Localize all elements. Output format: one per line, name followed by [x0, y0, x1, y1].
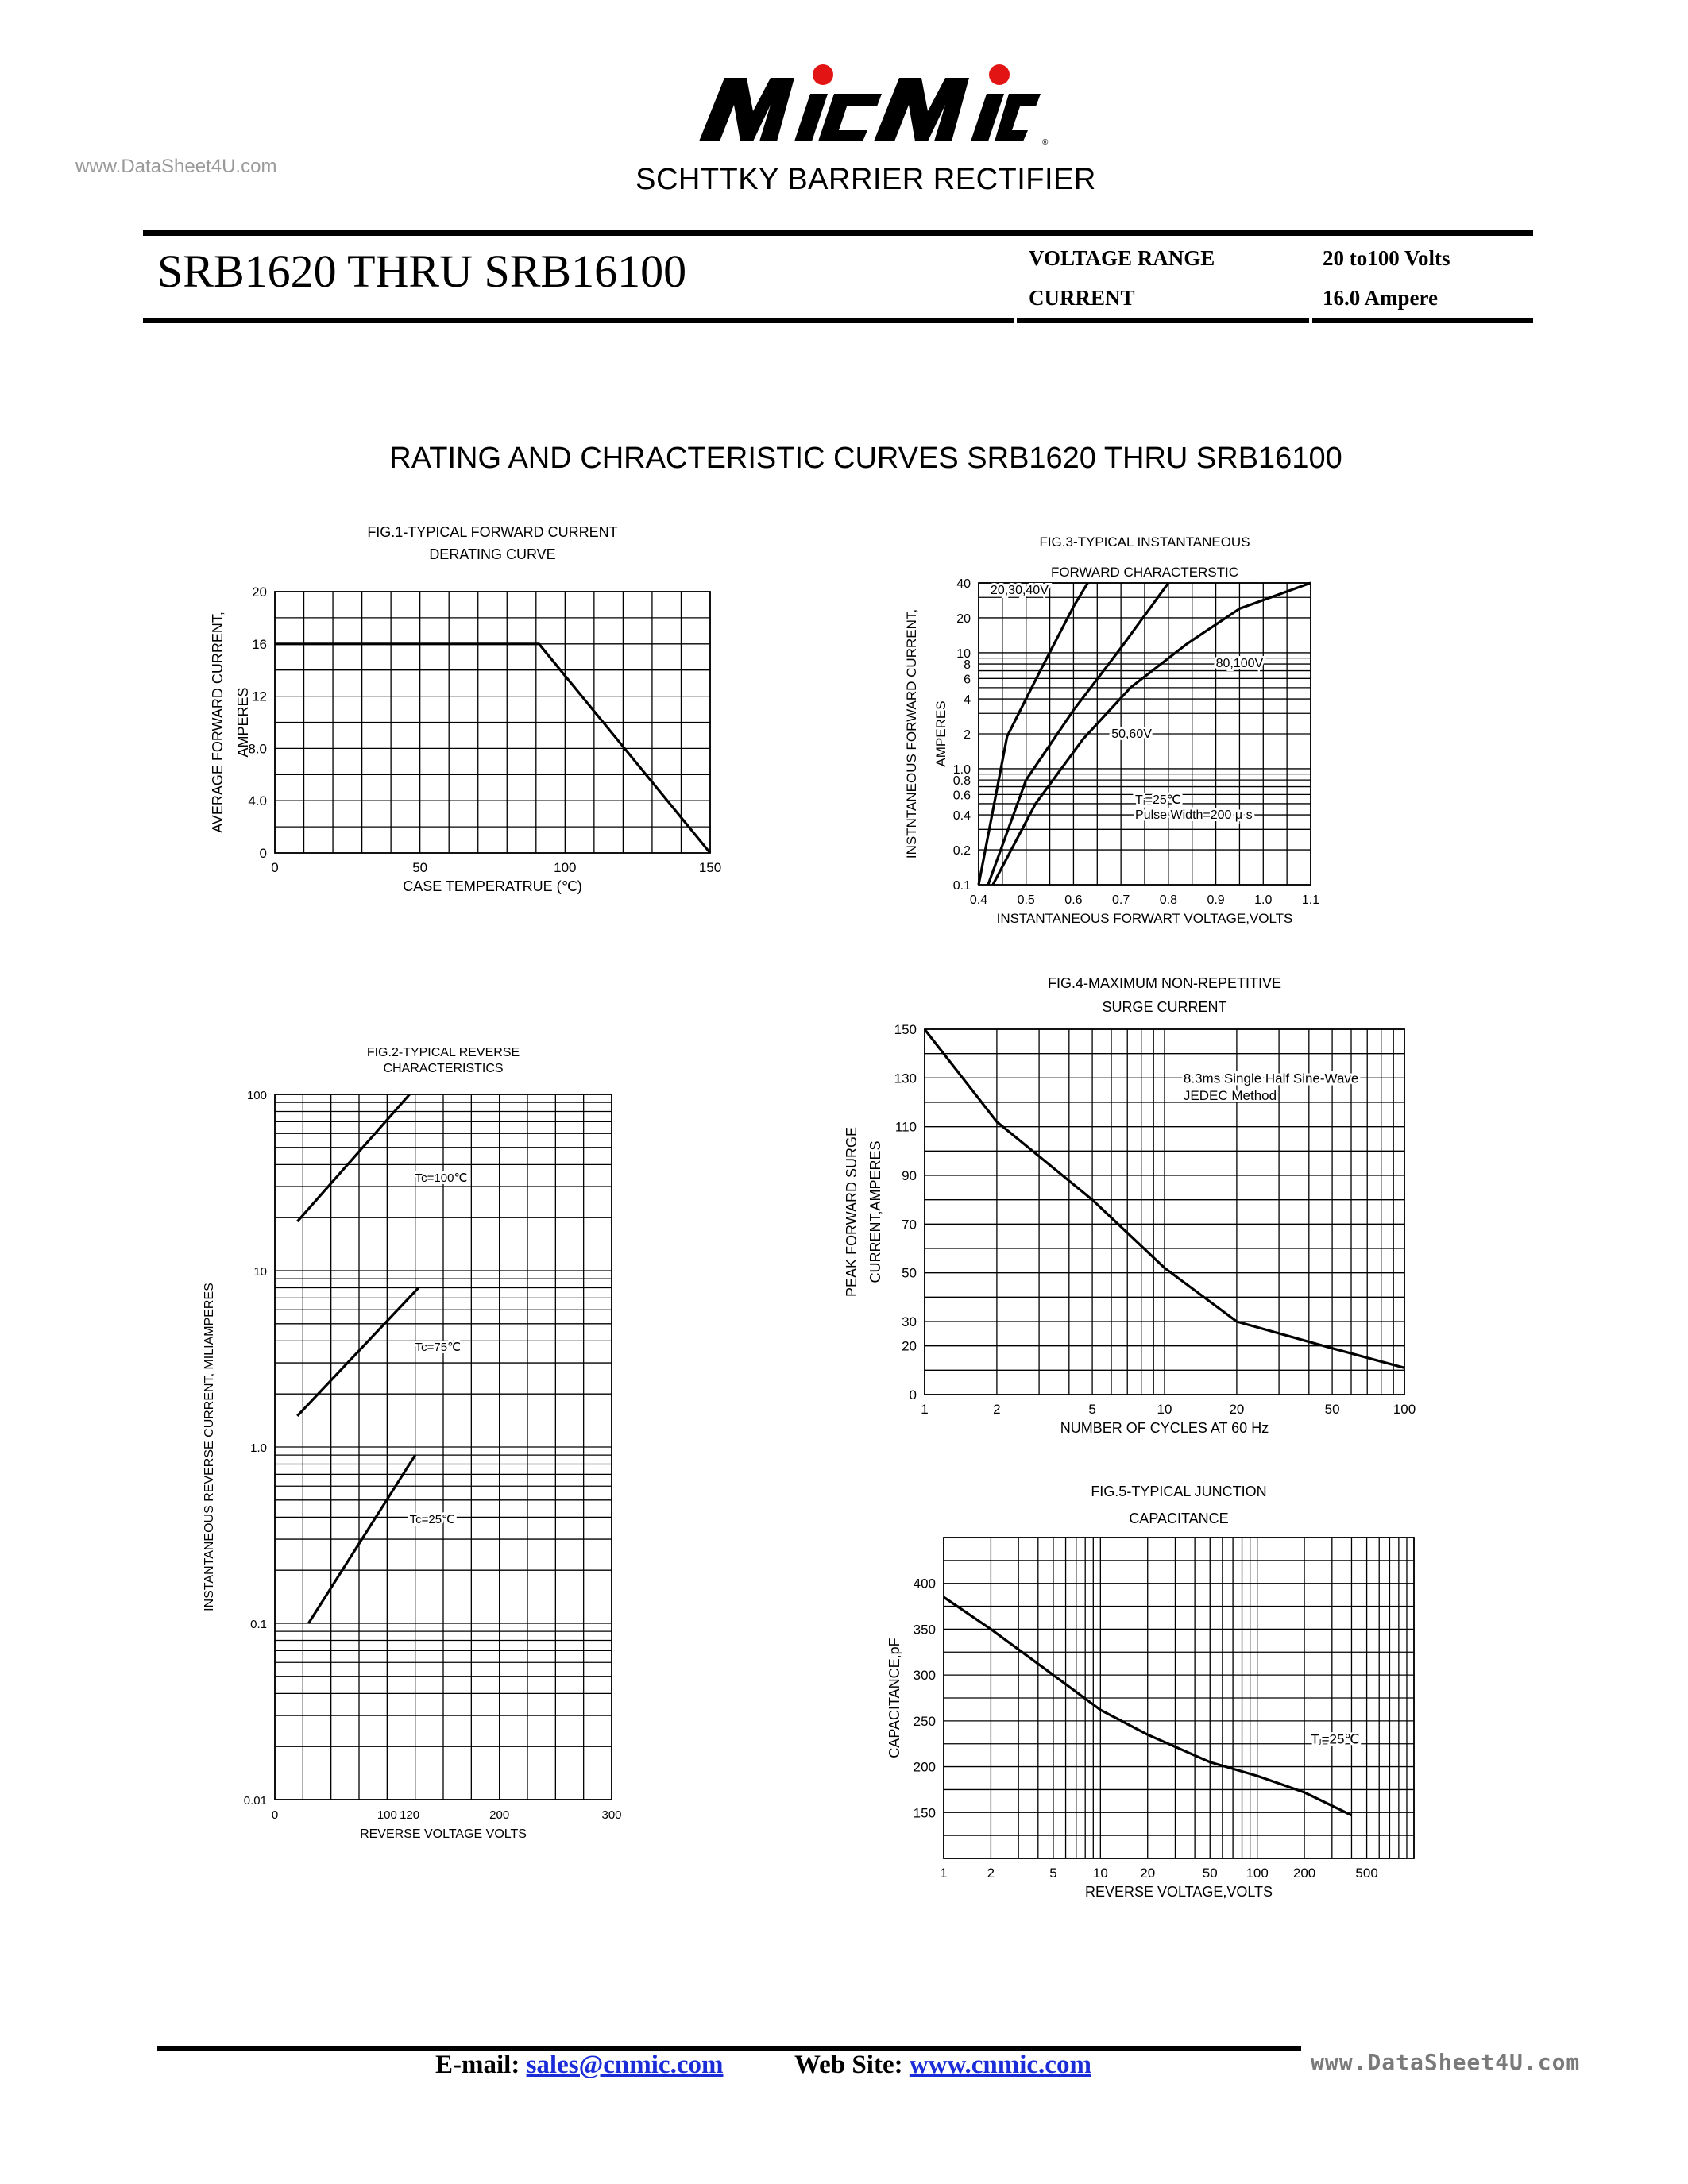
footer-rule	[157, 2046, 1301, 2051]
fig1-title-line: FIG.1-TYPICAL FORWARD CURRENT	[367, 524, 618, 540]
fig3-x-tick-label: 1.1	[1301, 893, 1320, 907]
footer-email	[435, 2051, 723, 2080]
fig1-y-tick-label: 20	[252, 585, 267, 600]
fig3-y-tick-label: 0.4	[952, 809, 971, 824]
fig5-x-tick-label: 1	[940, 1866, 948, 1881]
fig5-y-tick-label: 400	[913, 1576, 936, 1592]
fig4-x-tick-label: 50	[1324, 1402, 1340, 1417]
fig3-x-tick-label: 1.0	[1254, 893, 1273, 907]
fig4-x-tick-label: 100	[1393, 1402, 1416, 1417]
fig3-y-axis-label: AMPERES	[933, 700, 948, 767]
fig3-x-tick-label: 0.4	[969, 893, 988, 907]
email-label: E-mail:	[435, 2051, 520, 2079]
fig1-x-tick-label: 150	[698, 860, 722, 875]
fig2-y-tick-label: 0.01	[243, 1794, 267, 1808]
fig1-y-tick-label: 4.0	[248, 793, 267, 809]
fig4-annotation: JEDEC Method	[1183, 1087, 1277, 1103]
website-link[interactable]: www.cnmic.com	[909, 2051, 1091, 2079]
fig3-annotation: Tⱼ=25℃	[1135, 793, 1181, 807]
fig4-y-tick-label: 70	[902, 1217, 917, 1233]
fig4-y-tick-label: 30	[902, 1314, 917, 1329]
fig5-y-axis-label: CAPACITANCE,pF	[886, 1638, 902, 1758]
fig3-y-tick-label: 1.0	[952, 762, 971, 777]
fig3-x-tick-label: 0.6	[1064, 893, 1083, 907]
fig2-y-tick-label: 0.1	[250, 1618, 267, 1631]
fig5-x-tick-label: 100	[1246, 1866, 1269, 1881]
fig4-x-tick-label: 5	[1088, 1402, 1096, 1417]
fig3-title-line: FIG.3-TYPICAL INSTANTANEOUS	[1039, 534, 1250, 550]
document-subtitle: SCHTTKY BARRIER RECTIFIER	[635, 163, 1096, 196]
fig5-y-tick-label: 300	[913, 1668, 936, 1684]
fig5-x-tick-label: 50	[1202, 1866, 1218, 1881]
fig2-series-line	[297, 1094, 409, 1221]
fig3-title-line: FORWARD CHARACTERSTIC	[1050, 565, 1239, 580]
fig4-y-tick-label: 0	[909, 1387, 917, 1403]
watermark-top: www.DataSheet4U.com	[75, 156, 277, 177]
fig2-x-tick-label: 0	[271, 1808, 279, 1822]
fig1-x-tick-label: 50	[412, 860, 428, 875]
fig1-x-tick-label: 0	[271, 860, 279, 875]
fig1-y-tick-label: 0	[259, 846, 267, 861]
section-heading: RATING AND CHRACTERISTIC CURVES SRB1620 THRU SRB16100	[389, 442, 1342, 475]
fig5-x-axis-label: REVERSE VOLTAGE,VOLTS	[1084, 1884, 1273, 1900]
fig5-title-line: FIG.5-TYPICAL JUNCTION	[1091, 1484, 1267, 1499]
fig4-x-tick-label: 20	[1229, 1402, 1245, 1417]
fig4-y-axis-label: CURRENT,AMPERES	[867, 1140, 883, 1283]
fig3-y-tick-label: 0.2	[952, 844, 971, 859]
fig4-y-tick-label: 150	[894, 1022, 917, 1037]
fig2-series-line	[297, 1288, 419, 1416]
fig5-x-tick-label: 20	[1140, 1866, 1156, 1881]
fig1-y-axis-label: AVERAGE FORWARD CURRENT,	[210, 612, 226, 833]
fig5-x-tick-label: 500	[1355, 1866, 1378, 1881]
fig2-x-tick-label: 300	[601, 1808, 622, 1822]
fig4-title-line: FIG.4-MAXIMUM NON-REPETITIVE	[1047, 975, 1282, 991]
fig4-y-tick-label: 90	[902, 1168, 917, 1183]
fig4-title-line: SURGE CURRENT	[1102, 999, 1227, 1015]
fig4-x-tick-label: 1	[921, 1402, 929, 1417]
fig2-y-tick-label: 1.0	[250, 1441, 267, 1455]
fig3-y-tick-label: 0.6	[952, 789, 971, 803]
fig3-annotation: 80,100V	[1215, 657, 1264, 671]
fig4-x-tick-label: 2	[993, 1402, 1001, 1417]
watermark-bottom: www.DataSheet4U.com	[1311, 2049, 1581, 2075]
fig1-y-tick-label: 8.0	[248, 741, 267, 757]
fig4-x-axis-label: NUMBER OF CYCLES AT 60 Hz	[1060, 1420, 1269, 1436]
voltage-range-value: 20 to100 Volts	[1323, 246, 1450, 270]
fig4-y-axis-label: PEAK FORWARD SURGE	[844, 1126, 859, 1298]
fig2-title-line: CHARACTERISTICS	[383, 1062, 504, 1075]
footer-website	[794, 2051, 1091, 2080]
fig3-y-tick-label: 0.8	[952, 774, 971, 789]
fig2-y-axis-label: INSTANTANEOUS REVERSE CURRENT, MILIAMPERES	[203, 1283, 216, 1611]
fig2-x-tick-label: 100	[377, 1808, 397, 1822]
fig2-y-tick-label: 100	[246, 1089, 267, 1102]
fig5-y-tick-label: 350	[913, 1622, 936, 1638]
fig5-y-tick-label: 200	[913, 1759, 936, 1775]
voltage-range-label: VOLTAGE RANGE	[1029, 246, 1215, 270]
fig5-title-line: CAPACITANCE	[1129, 1511, 1229, 1526]
fig5-x-tick-label: 10	[1092, 1866, 1108, 1881]
fig3-y-tick-label: 6	[964, 673, 971, 687]
fig5-x-tick-label: 2	[987, 1866, 995, 1881]
fig3-x-tick-label: 0.8	[1159, 893, 1177, 907]
fig3-y-tick-label: 40	[956, 577, 971, 591]
fig5-annotation: Tⱼ=25℃	[1311, 1731, 1360, 1747]
fig5-y-tick-label: 150	[913, 1805, 936, 1821]
fig3-y-tick-label: 0.1	[952, 879, 971, 893]
fig2-x-axis-label: REVERSE VOLTAGE VOLTS	[360, 1827, 527, 1841]
fig4-y-tick-label: 50	[902, 1265, 917, 1281]
part-range-title: SRB1620 THRU SRB16100	[157, 245, 687, 297]
fig3-y-tick-label: 10	[956, 646, 971, 661]
fig5-y-tick-label: 250	[913, 1713, 936, 1729]
fig4-y-tick-label: 130	[894, 1071, 917, 1086]
website-label: Web Site:	[794, 2051, 903, 2079]
fig2-title-line: FIG.2-TYPICAL REVERSE	[366, 1046, 520, 1059]
fig3-annotation: 20,30,40V	[990, 584, 1049, 598]
fig3-annotation: 50,60V	[1111, 727, 1152, 741]
fig2-x-tick-label: 120	[400, 1808, 420, 1822]
svg-text:®: ®	[1042, 138, 1049, 147]
fig5-x-tick-label: 200	[1292, 1866, 1316, 1881]
fig2-x-tick-label: 200	[489, 1808, 510, 1822]
fig3-x-tick-label: 0.5	[1017, 893, 1035, 907]
fig1-title-line: DERATING CURVE	[429, 546, 556, 562]
fig1-y-tick-label: 16	[252, 636, 267, 652]
fig3-x-tick-label: 0.9	[1207, 893, 1225, 907]
fig1-y-axis-label: AMPERES	[235, 687, 251, 758]
fig3-y-tick-label: 8	[964, 658, 971, 673]
fig4-annotation: 8.3ms Single Half Sine-Wave	[1183, 1071, 1359, 1086]
fig3-annotation: Pulse Width=200 μ s	[1135, 808, 1253, 823]
current-value: 16.0 Ampere	[1323, 286, 1438, 310]
fig2-annotation: Tc=25℃	[409, 1512, 455, 1526]
fig2-y-tick-label: 10	[253, 1265, 267, 1279]
fig3-y-axis-label: INSTNTANEOUS FORWARD CURRENT,	[904, 608, 919, 859]
fig3-y-tick-label: 20	[956, 612, 971, 626]
fig1-y-tick-label: 12	[252, 689, 267, 704]
fig3-x-axis-label: INSTANTANEOUS FORWART VOLTAGE,VOLTS	[996, 911, 1293, 926]
fig1-x-axis-label: CASE TEMPERATRUE (℃)	[403, 878, 582, 894]
fig2-annotation: Tc=75℃	[415, 1341, 461, 1355]
fig4-y-tick-label: 110	[894, 1119, 917, 1135]
fig3-x-tick-label: 0.7	[1112, 893, 1130, 907]
fig3-y-tick-label: 4	[964, 693, 971, 708]
current-label: CURRENT	[1029, 286, 1135, 310]
fig5-x-tick-label: 5	[1049, 1866, 1057, 1881]
fig4-y-tick-label: 20	[902, 1338, 917, 1354]
fig3-y-tick-label: 2	[964, 728, 971, 742]
fig1-x-tick-label: 100	[554, 860, 577, 875]
email-link[interactable]: sales@cnmic.com	[526, 2051, 724, 2079]
fig4-x-tick-label: 10	[1157, 1402, 1172, 1417]
fig2-annotation: Tc=100℃	[415, 1171, 468, 1185]
